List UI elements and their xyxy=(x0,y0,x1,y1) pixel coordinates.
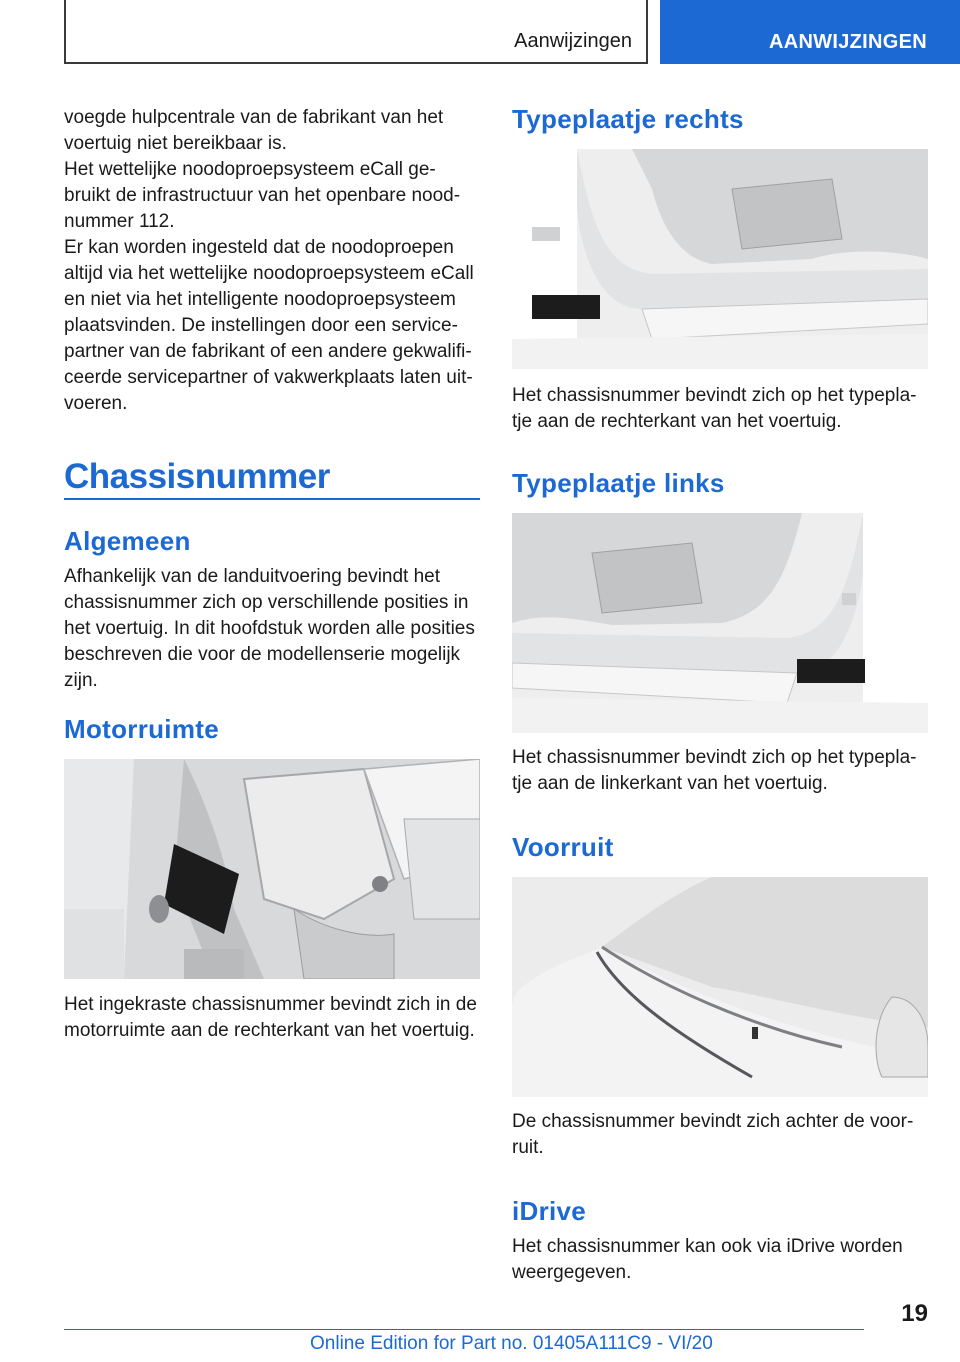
general-heading: Algemeen xyxy=(64,526,191,556)
idrive-text: Het chassisnummer kan ook via iDrive worden weergegeven. xyxy=(512,1236,903,1283)
plate-left-image xyxy=(512,513,928,733)
header-chapter-tab[interactable] xyxy=(660,0,960,64)
footer-edition: Online Edition for Part no. 01405A111C9 - VI/20 xyxy=(310,1333,713,1354)
engine-bay-heading: Motorruimte xyxy=(64,714,219,744)
page-number: 19 xyxy=(901,1300,928,1327)
plate-right-heading: Typeplaatje rechts xyxy=(512,104,744,134)
idrive-heading: iDrive xyxy=(512,1196,587,1226)
general-text: Afhankelijk van de landuitvoering bevindt het chassisnummer zich op verschillende posities in het voertuig. In dit hoofdstuk worden alle posities beschreven die voor de modellenserie mogelijk zijn. xyxy=(64,566,475,691)
windscreen-text: De chassisnummer bevindt zich achter de voor-ruit. xyxy=(512,1111,914,1158)
footer-rule xyxy=(64,1329,864,1330)
plate-left-text: Het chassisnummer bevindt zich op het typepla-tje aan de linkerkant van het voertuig. xyxy=(512,747,917,794)
chapter-heading: Chassisnummer xyxy=(64,457,330,496)
plate-left-heading: Typeplaatje links xyxy=(512,468,725,498)
paragraph-ecall-settings: Er kan worden ingesteld dat de noodoproepen altijd via het wettelijke noodoproepsysteem eCall en niet via het intelligente noodoproepsysteem plaatsvinden. De instellingen door een service-partner van de fabrikant of een andere gekwalifi-ceerde servicepartner of vakwerkplaats laten uit-voeren. xyxy=(64,237,474,414)
engine-bay-image xyxy=(64,759,480,979)
paragraph-helpdesk: voegde hulpcentrale van de fabrikant van het voertuig niet bereikbaar is. xyxy=(64,107,444,154)
plate-right-text: Het chassisnummer bevindt zich op het typepla-tje aan de rechterkant van het voertuig. xyxy=(512,385,917,432)
plate-right-image xyxy=(512,149,928,369)
header-section-title: Aanwijzingen xyxy=(514,30,632,52)
paragraph-ecall-infrastructure: Het wettelijke noodoproepsysteem eCall ge-bruikt de infrastructuur van het openbare nood-nummer 112. xyxy=(64,159,461,232)
engine-bay-text: Het ingekraste chassisnummer bevindt zich in de motorruimte aan de rechterkant van het voertuig. xyxy=(64,994,477,1041)
header-section-box xyxy=(64,0,648,64)
chapter-heading-rule xyxy=(64,498,480,500)
windscreen-image xyxy=(512,877,928,1097)
windscreen-heading: Voorruit xyxy=(512,832,614,862)
header-chapter-label: AANWIJZINGEN xyxy=(768,31,927,53)
